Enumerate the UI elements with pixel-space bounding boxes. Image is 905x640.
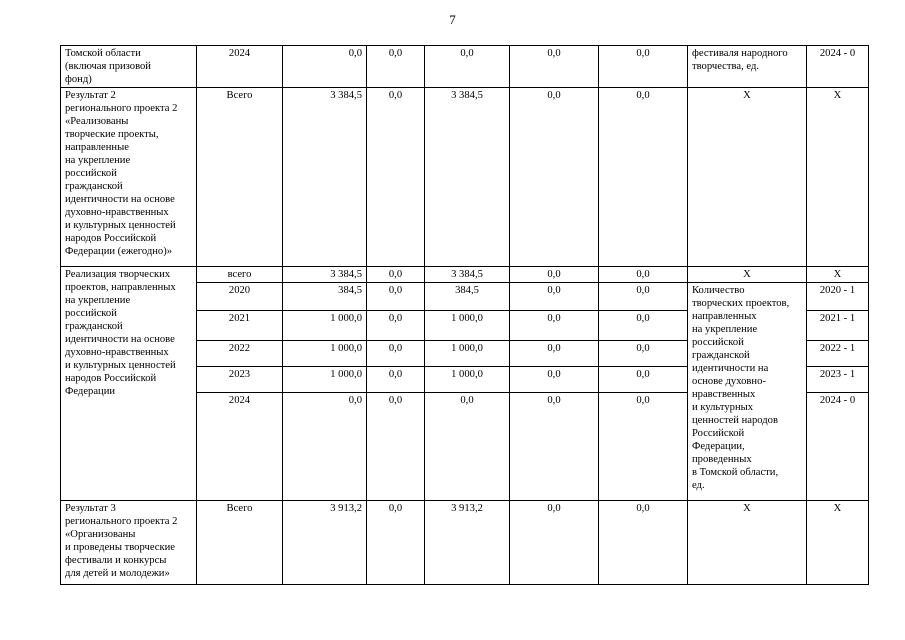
- other-cell: 0,0: [599, 367, 688, 393]
- federal-cell: 0,0: [367, 88, 425, 267]
- year-cell: 2020: [197, 283, 283, 311]
- total-cell: 3 384,5: [283, 88, 367, 267]
- indicator-value-cell: 2024 - 0: [807, 46, 869, 88]
- federal-cell: 0,0: [367, 46, 425, 88]
- total-cell: 0,0: [283, 393, 367, 501]
- federal-cell: 0,0: [367, 341, 425, 367]
- local-cell: 0,0: [510, 367, 599, 393]
- table-row: [61, 501, 869, 585]
- indicator-value-cell: 2020 - 1: [807, 283, 869, 311]
- indicator-cell: Х: [688, 501, 807, 585]
- federal-cell: 0,0: [367, 393, 425, 501]
- local-cell: 0,0: [510, 501, 599, 585]
- local-cell: 0,0: [510, 393, 599, 501]
- indicator-value-cell: 2022 - 1: [807, 341, 869, 367]
- total-cell: 1 000,0: [283, 367, 367, 393]
- row-name-cell: Результат 3 регионального проекта 2 «Организованы и проведены творческие фестивали и конкурсы для детей и молодежи»: [61, 501, 197, 585]
- regional-cell: 1 000,0: [425, 311, 510, 341]
- indicator-value-cell: Х: [807, 267, 869, 283]
- regional-cell: 0,0: [425, 46, 510, 88]
- regional-cell: 0,0: [425, 393, 510, 501]
- other-cell: 0,0: [599, 88, 688, 267]
- budget-table: [60, 45, 869, 585]
- table-row: [61, 88, 869, 267]
- page-number: 7: [449, 12, 456, 27]
- federal-cell: 0,0: [367, 267, 425, 283]
- regional-cell: 3 384,5: [425, 88, 510, 267]
- indicator-value-cell: Х: [807, 88, 869, 267]
- other-cell: 0,0: [599, 283, 688, 311]
- row-name-cell: Реализация творческих проектов, направленных на укрепление российской гражданской идентичности на основе духовно-нравственных и культурных ценностей народов Российской Федерации: [61, 267, 197, 501]
- other-cell: 0,0: [599, 46, 688, 88]
- local-cell: 0,0: [510, 267, 599, 283]
- year-cell: 2022: [197, 341, 283, 367]
- indicator-value-cell: Х: [807, 501, 869, 585]
- row-name-cell: Томской области (включая призовой фонд): [61, 46, 197, 88]
- year-cell: 2023: [197, 367, 283, 393]
- indicator-cell: Х: [688, 88, 807, 267]
- indicator-value-cell: 2024 - 0: [807, 393, 869, 501]
- table-row: [61, 46, 869, 88]
- indicator-value-cell: 2023 - 1: [807, 367, 869, 393]
- regional-cell: 3 913,2: [425, 501, 510, 585]
- year-cell: Всего: [197, 501, 283, 585]
- regional-cell: 3 384,5: [425, 267, 510, 283]
- row-name-cell: Результат 2 регионального проекта 2 «Реализованы творческие проекты, направленные на укрепление российской гражданской идентичности на основе духовно-нравственных и культурных ценностей народов Российской Федерации (ежегодно)»: [61, 88, 197, 267]
- table-row: [61, 267, 869, 283]
- regional-cell: 1 000,0: [425, 341, 510, 367]
- year-cell: 2024: [197, 393, 283, 501]
- federal-cell: 0,0: [367, 367, 425, 393]
- indicator-value-cell: 2021 - 1: [807, 311, 869, 341]
- regional-cell: 1 000,0: [425, 367, 510, 393]
- local-cell: 0,0: [510, 283, 599, 311]
- local-cell: 0,0: [510, 88, 599, 267]
- other-cell: 0,0: [599, 341, 688, 367]
- other-cell: 0,0: [599, 311, 688, 341]
- total-cell: 3 913,2: [283, 501, 367, 585]
- other-cell: 0,0: [599, 267, 688, 283]
- other-cell: 0,0: [599, 393, 688, 501]
- federal-cell: 0,0: [367, 283, 425, 311]
- regional-cell: 384,5: [425, 283, 510, 311]
- total-cell: 0,0: [283, 46, 367, 88]
- local-cell: 0,0: [510, 341, 599, 367]
- total-cell: 3 384,5: [283, 267, 367, 283]
- federal-cell: 0,0: [367, 501, 425, 585]
- local-cell: 0,0: [510, 46, 599, 88]
- federal-cell: 0,0: [367, 311, 425, 341]
- total-cell: 1 000,0: [283, 341, 367, 367]
- year-cell: 2024: [197, 46, 283, 88]
- year-cell: всего: [197, 267, 283, 283]
- year-cell: 2021: [197, 311, 283, 341]
- indicator-cell: Х: [688, 267, 807, 283]
- indicator-cell: Количество творческих проектов, направленных на укрепление российской гражданской идентичности на основе духовно- нравственных и культурных ценностей народов Российской Федерации, проведенных в Томской области, ед.: [688, 283, 807, 501]
- other-cell: 0,0: [599, 501, 688, 585]
- year-cell: Всего: [197, 88, 283, 267]
- total-cell: 384,5: [283, 283, 367, 311]
- indicator-cell: фестиваля народного творчества, ед.: [688, 46, 807, 88]
- total-cell: 1 000,0: [283, 311, 367, 341]
- local-cell: 0,0: [510, 311, 599, 341]
